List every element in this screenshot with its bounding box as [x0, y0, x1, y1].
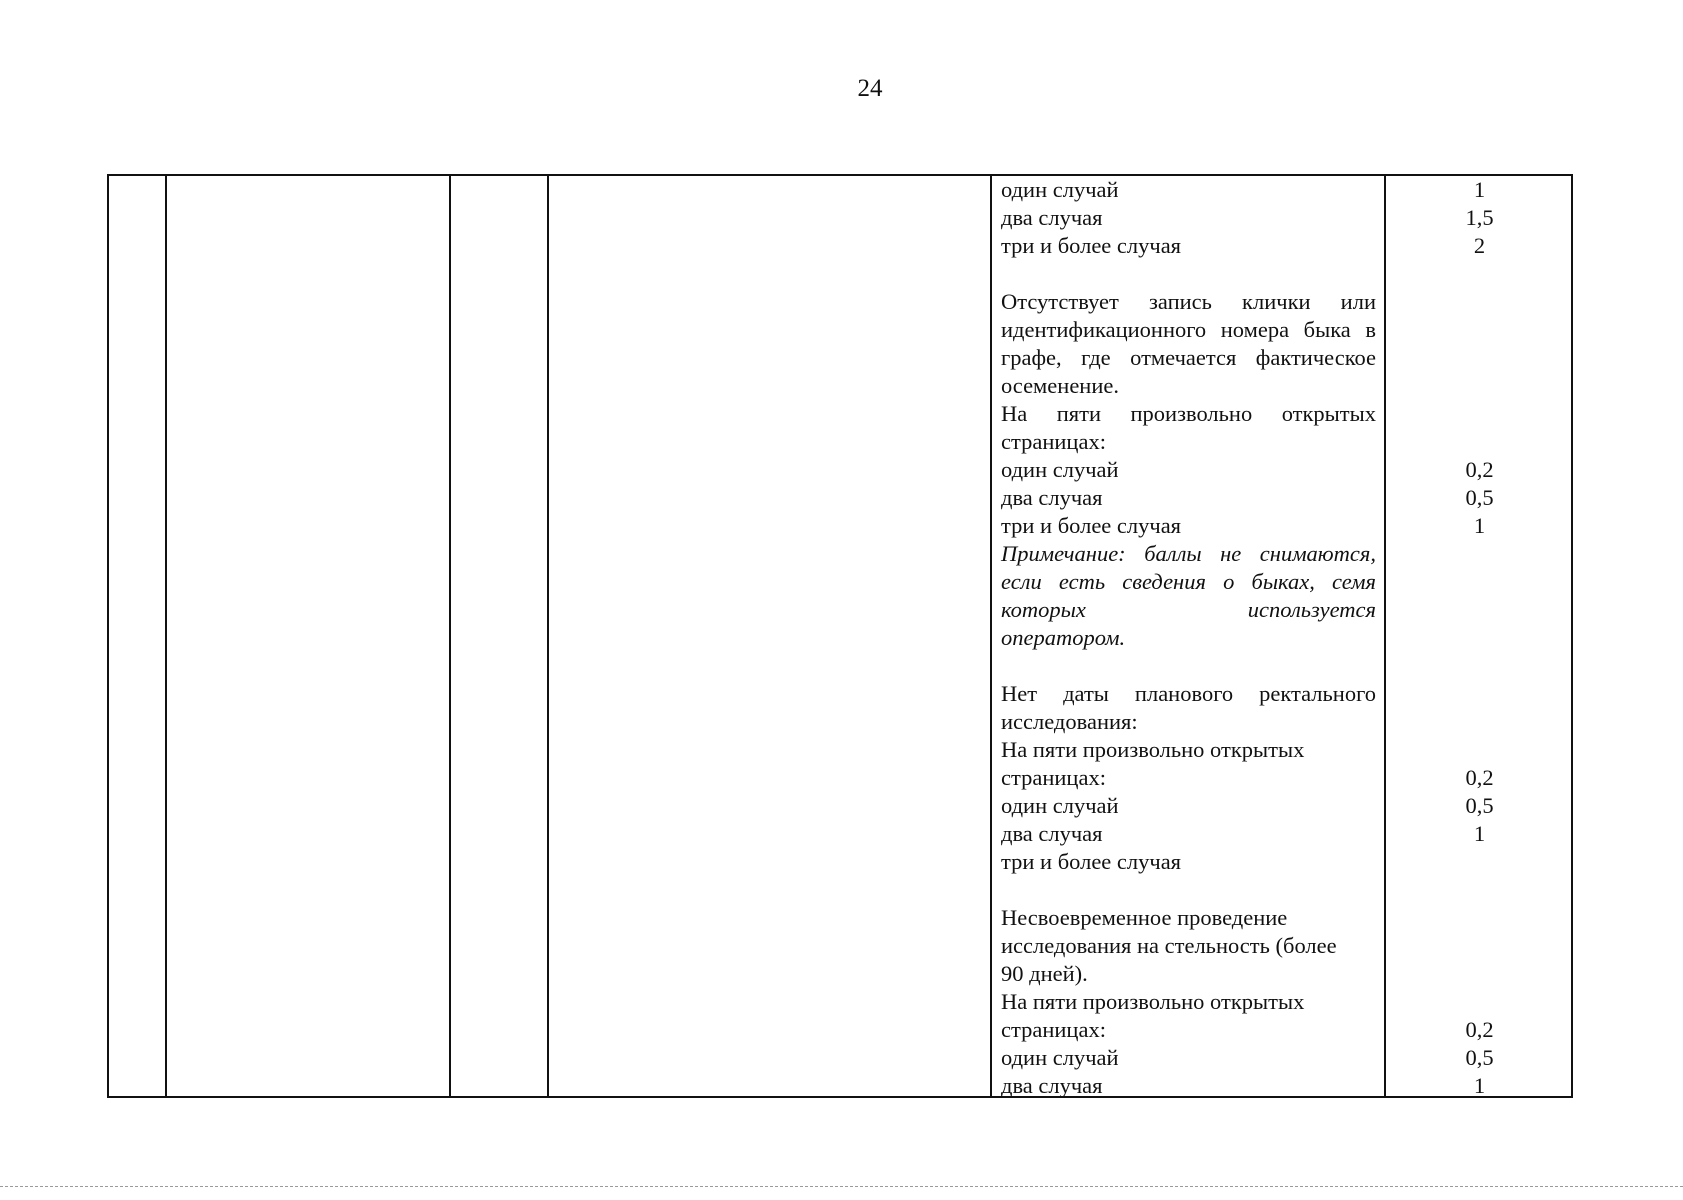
criteria-line: Отсутствует запись клички или [1001, 289, 1376, 314]
score-blank [1386, 400, 1573, 428]
blank-line [1001, 652, 1376, 680]
criteria-line: На пяти произвольно открытых [1001, 989, 1305, 1014]
scan-edge-rule [0, 1186, 1683, 1187]
criteria-line: исследования: [1001, 709, 1138, 734]
criteria-line: страницах: [1001, 765, 1106, 790]
blank-line [1001, 876, 1376, 904]
criteria-line: два случая [1001, 205, 1103, 230]
score-value: 0,2 [1465, 765, 1494, 790]
score-blank [1386, 568, 1573, 596]
note-line: если есть сведения о быках, семя [1001, 569, 1376, 594]
score-blank [1386, 708, 1573, 736]
score-blank [1386, 904, 1573, 932]
score-blank [1386, 260, 1573, 288]
criteria-line: На пяти произвольно открытых [1001, 401, 1376, 426]
criteria-line: осеменение. [1001, 373, 1120, 398]
criteria-line: графе, где отмечается фактическое [1001, 345, 1376, 370]
criteria-line: 90 дней). [1001, 961, 1088, 986]
score-blank [1386, 596, 1573, 624]
score-value: 1 [1473, 513, 1486, 538]
criteria-line: исследования на стельность (более [1001, 933, 1337, 958]
score-blank [1386, 316, 1573, 344]
score-value: 1 [1473, 1073, 1486, 1098]
column-divider-4 [990, 176, 992, 1096]
criteria-line: страницах: [1001, 429, 1106, 454]
column-divider-3 [547, 176, 549, 1096]
criteria-line: Несвоевременное проведение [1001, 905, 1288, 930]
criteria-line: один случай [1001, 793, 1119, 818]
score-blank [1386, 876, 1573, 904]
criteria-line: идентификационного номера быка в [1001, 317, 1376, 342]
criteria-line: один случай [1001, 177, 1119, 202]
criteria-line: три и более случая [1001, 849, 1182, 874]
criteria-line: три и более случая [1001, 233, 1182, 258]
column-divider-2 [449, 176, 451, 1096]
score-blank [1386, 652, 1573, 680]
note-line: которых используется [1001, 597, 1376, 622]
criteria-line: два случая [1001, 1073, 1103, 1098]
score-value: 1 [1473, 177, 1486, 202]
criteria-line: На пяти произвольно открытых [1001, 737, 1305, 762]
score-value: 0,2 [1465, 1017, 1494, 1042]
score-value: 0,5 [1465, 1045, 1494, 1070]
score-value: 1 [1473, 821, 1486, 846]
score-blank [1386, 960, 1573, 988]
criteria-line: два случая [1001, 821, 1103, 846]
criteria-line: два случая [1001, 485, 1103, 510]
score-blank [1386, 988, 1573, 1016]
score-blank [1386, 428, 1573, 456]
criteria-line: три и более случая [1001, 513, 1182, 538]
criteria-cell [1001, 176, 1376, 1100]
score-value: 0,2 [1465, 457, 1494, 482]
score-blank [1386, 624, 1573, 652]
criteria-line: один случай [1001, 457, 1119, 482]
blank-line [1001, 260, 1376, 288]
score-blank [1386, 288, 1573, 316]
column-divider-1 [165, 176, 167, 1096]
score-value: 0,5 [1465, 485, 1494, 510]
score-value: 1,5 [1465, 205, 1494, 230]
criteria-line: Нет даты планового ректального [1001, 681, 1376, 706]
criteria-line: страницах: [1001, 1017, 1106, 1042]
note-line: Примечание: баллы не снимаются, [1001, 541, 1376, 566]
criteria-line: один случай [1001, 1045, 1119, 1070]
score-blank [1386, 680, 1573, 708]
page-number: 24 [857, 75, 883, 102]
score-blank [1386, 932, 1573, 960]
score-values-cell [1386, 176, 1573, 1100]
score-blank [1386, 848, 1573, 876]
score-blank [1386, 736, 1573, 764]
document-table [107, 174, 1573, 1098]
score-blank [1386, 344, 1573, 372]
note-line: оператором. [1001, 625, 1126, 650]
score-value: 0,5 [1465, 793, 1494, 818]
score-blank [1386, 372, 1573, 400]
score-blank [1386, 540, 1573, 568]
score-value: 2 [1473, 233, 1486, 258]
